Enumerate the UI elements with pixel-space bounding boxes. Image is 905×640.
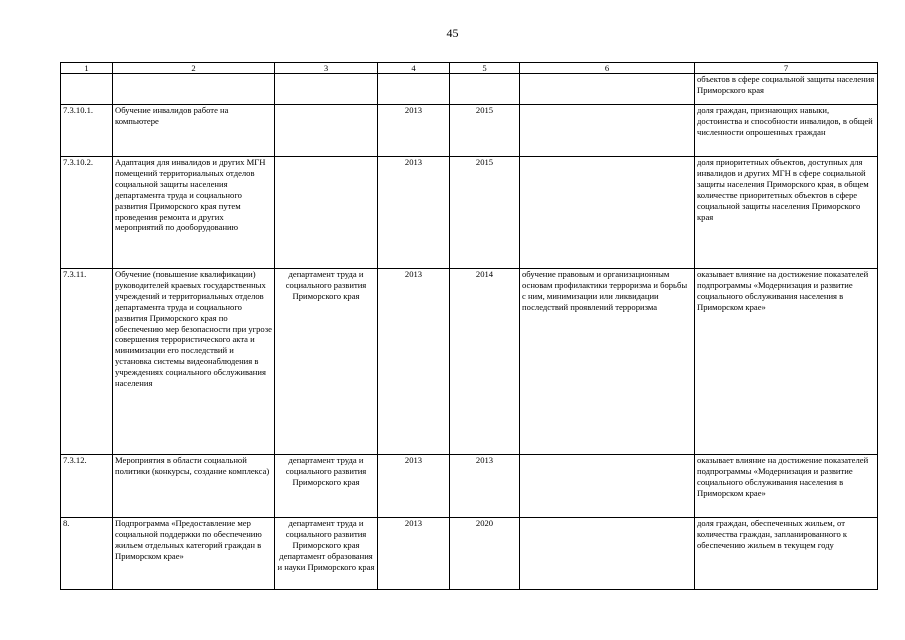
column-header-row <box>61 63 878 74</box>
table-row <box>61 157 878 269</box>
row-number: 8. <box>61 518 113 590</box>
indicator: доля приоритетных объектов, доступных для инвалидов и других МГН в сфере социальной защиты населения Приморского края, в общем количестве приоритетных объектов в сфере социальной защиты населения Приморского края <box>695 157 878 269</box>
executor: департамент труда и социального развития Приморского края департамент образования и науки Приморского края <box>275 518 378 590</box>
row-number: 7.3.11. <box>61 269 113 455</box>
row-number <box>61 74 113 105</box>
end-year: 2020 <box>450 518 520 590</box>
indicator: оказывает влияние на достижение показателей подпрограммы «Модернизация и развитие социального обслуживания населения в Приморском крае» <box>695 455 878 518</box>
end-year <box>450 74 520 105</box>
start-year: 2013 <box>378 269 450 455</box>
end-year: 2013 <box>450 455 520 518</box>
measure-name: Обучение (повышение квалификации) руководителей краевых государственных учреждений и территориальных отделов департамента труда и социального развития Приморского края по обеспечению мер безопасности при угрозе совершения террористического акта и минимизации его последствий и установка системы видеонаблюдения в учреждениях социального обслуживания населения <box>113 269 275 455</box>
measure-name: Обучение инвалидов работе на компьютере <box>113 105 275 157</box>
executor: департамент труда и социального развития Приморского края <box>275 269 378 455</box>
column-header: 3 <box>275 63 378 74</box>
indicator: доля граждан, признающих навыки, достоинства и способности инвалидов, в общей численности опрошенных граждан <box>695 105 878 157</box>
start-year: 2013 <box>378 105 450 157</box>
end-year: 2014 <box>450 269 520 455</box>
indicator: доля граждан, обеспеченных жильем, от количества граждан, запланированного к обеспечению жильем в текущем году <box>695 518 878 590</box>
start-year: 2013 <box>378 157 450 269</box>
table-row <box>61 455 878 518</box>
column-header: 5 <box>450 63 520 74</box>
column-header: 7 <box>695 63 878 74</box>
start-year: 2013 <box>378 518 450 590</box>
start-year: 2013 <box>378 455 450 518</box>
expected-result <box>520 74 695 105</box>
program-table <box>60 62 878 590</box>
column-header: 6 <box>520 63 695 74</box>
row-number: 7.3.10.1. <box>61 105 113 157</box>
row-number: 7.3.10.2. <box>61 157 113 269</box>
table-row <box>61 105 878 157</box>
end-year: 2015 <box>450 157 520 269</box>
expected-result <box>520 105 695 157</box>
executor <box>275 157 378 269</box>
measure-name: Мероприятия в области социальной политики (конкурсы, создание комплекса) <box>113 455 275 518</box>
measure-name: Подпрограмма «Предоставление мер социальной поддержки по обеспечению жильем отдельных категорий граждан в Приморском крае» <box>113 518 275 590</box>
measure-name <box>113 74 275 105</box>
executor <box>275 105 378 157</box>
row-number: 7.3.12. <box>61 455 113 518</box>
indicator: объектов в сфере социальной защиты населения Приморского края <box>695 74 878 105</box>
expected-result <box>520 518 695 590</box>
expected-result <box>520 455 695 518</box>
end-year: 2015 <box>450 105 520 157</box>
expected-result <box>520 157 695 269</box>
expected-result: обучение правовым и организационным основам профилактики терроризма и борьбы с ним, минимизации или ликвидации последствий проявлений терроризма <box>520 269 695 455</box>
column-header: 4 <box>378 63 450 74</box>
table-row <box>61 269 878 455</box>
indicator: оказывает влияние на достижение показателей подпрограммы «Модернизация и развитие социального обслуживания населения в Приморском крае» <box>695 269 878 455</box>
executor <box>275 74 378 105</box>
start-year <box>378 74 450 105</box>
measure-name: Адаптация для инвалидов и других МГН помещений территориальных отделов социальной защиты населения департамента труда и социального развития Приморского края путем проведения ремонта и других мероприятий по дооборудованию <box>113 157 275 269</box>
executor: департамент труда и социального развития Приморского края <box>275 455 378 518</box>
table-row <box>61 518 878 590</box>
column-header: 1 <box>61 63 113 74</box>
column-header: 2 <box>113 63 275 74</box>
table-row <box>61 74 878 105</box>
page-number: 45 <box>446 26 459 40</box>
